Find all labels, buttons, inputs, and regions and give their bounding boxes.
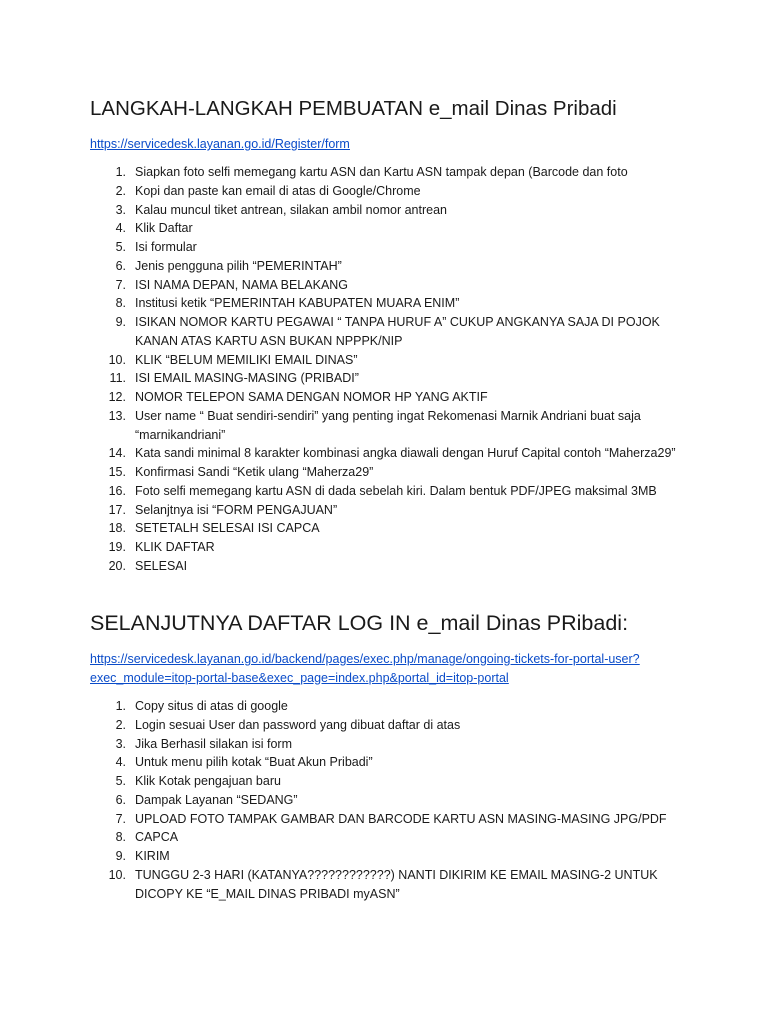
list-item-text: Isi formular (135, 240, 197, 254)
list-item-number: 5. (115, 774, 126, 788)
list-item (90, 163, 690, 182)
list-item-text: Kopi dan paste kan email di atas di Google/Chrome (135, 183, 421, 198)
list-item-text: Jika Berhasil silakan isi form (135, 736, 292, 751)
list-item-number: 4. (115, 221, 126, 236)
list-item-number: 10. (108, 352, 126, 367)
list-item-text: Kata sandi minimal 8 karakter kombinasi angka diawali dengan Huruf Capital contoh “Maherza29” (135, 446, 676, 461)
list-item-number: 9. (115, 849, 126, 863)
list-item-text: NOMOR TELEPON SAMA DENGAN NOMOR HP YANG AKTIF (135, 390, 488, 404)
list-item-text: Untuk menu pilih kotak “Buat Akun Pribadi” (135, 755, 373, 770)
list-item (90, 182, 690, 201)
list-item (90, 810, 690, 829)
list-item-text: TUNGGU 2-3 HARI (KATANYA????????????) NANTI DIKIRIM KE EMAIL MASING-2 UNTUK DICOPY KE “E_MAIL DINAS PRIBADI myASN” (135, 867, 658, 901)
list-item-number: 1. (115, 699, 126, 713)
list-item-text: Dampak Layanan “SEDANG” (135, 792, 298, 807)
list-item (90, 351, 690, 370)
list-item (90, 257, 690, 276)
list-item-number: 20. (108, 558, 126, 573)
list-item-text: KIRIM (135, 849, 170, 863)
list-item (90, 482, 690, 501)
list-item-text: KLIK “BELUM MEMILIKI EMAIL DINAS” (135, 352, 358, 367)
list-item-text: Foto selfi memegang kartu ASN di dada sebelah kiri. Dalam bentuk PDF/JPEG maksimal 3MB (135, 483, 657, 498)
list-item-number: 7. (115, 811, 126, 826)
list-item-number: 13. (108, 408, 126, 423)
list-item (90, 238, 690, 257)
list-item-number: 4. (115, 755, 126, 770)
list-item (90, 519, 690, 538)
list-item-text: Jenis pengguna pilih “PEMERINTAH” (135, 258, 342, 273)
list-item-text: CAPCA (135, 830, 179, 845)
list-item-number: 16. (108, 483, 126, 498)
list-item-text: ISI NAMA DEPAN, NAMA BELAKANG (135, 277, 349, 292)
list-item-text: Selanjtnya isi “FORM PENGAJUAN” (135, 502, 338, 517)
list-item (90, 276, 690, 295)
list-item (90, 772, 690, 791)
list-item-text: Siapkan foto selfi memegang kartu ASN dan Kartu ASN tampak depan (Barcode dan foto (135, 165, 628, 179)
list-item-number: 8. (115, 830, 126, 845)
list-item (90, 866, 690, 904)
portal-link[interactable]: https://servicedesk.layanan.go.id/backend/pages/exec.php/manage/ongoing-tickets-for-portal-user?exec_module=itop-portal-base&exec_page=index.php&portal_id=itop-portal (90, 652, 640, 685)
list-item (90, 313, 690, 351)
list-item-number: 11. (109, 371, 126, 386)
list-item-number: 1. (115, 165, 126, 179)
section2-heading: SELANJUTNYA DAFTAR LOG IN e_mail Dinas PRibadi: (90, 611, 629, 635)
list-item-text: KLIK DAFTAR (135, 540, 215, 554)
register-link-paragraph (90, 135, 690, 154)
list-item-number: 3. (115, 736, 126, 751)
list-item (90, 735, 690, 754)
list-item (90, 501, 690, 520)
list-item-number: 2. (115, 717, 126, 732)
register-link[interactable]: https://servicedesk.layanan.go.id/Register/form (90, 137, 350, 151)
list-item (90, 538, 690, 557)
list-item (90, 444, 690, 463)
list-item-number: 18. (108, 521, 126, 536)
list-item-number: 12. (108, 390, 126, 404)
list-item-number: 8. (115, 296, 126, 311)
list-item-text: SETETALH SELESAI ISI CAPCA (135, 521, 320, 536)
list-item-number: 9. (115, 315, 126, 329)
list-item (90, 407, 690, 445)
list-item-text: Konfirmasi Sandi “Ketik ulang “Maherza29” (135, 465, 374, 479)
list-item (90, 828, 690, 847)
list-item (90, 388, 690, 407)
list-item-text: Login sesuai User dan password yang dibuat daftar di atas (135, 717, 461, 732)
list-item-number: 15. (108, 465, 126, 479)
list-item-text: Klik Daftar (135, 221, 193, 236)
list-item-text: SELESAI (135, 558, 188, 573)
list-item-text: ISIKAN NOMOR KARTU PEGAWAI “ TANPA HURUF A” CUKUP ANGKANYA SAJA DI POJOK KANAN ATAS KARTU ASN BUKAN NPPPK/NIP (135, 315, 660, 348)
registration-steps-list (90, 163, 690, 576)
list-item-number: 14. (108, 446, 126, 461)
list-item (90, 219, 690, 238)
list-item (90, 847, 690, 866)
list-item (90, 716, 690, 735)
list-item-number: 6. (115, 792, 126, 807)
list-item-number: 6. (115, 258, 126, 273)
list-item-text: Institusi ketik “PEMERINTAH KABUPATEN MUARA ENIM” (135, 296, 460, 311)
list-item-text: Copy situs di atas di google (135, 699, 288, 713)
list-item-text: Klik Kotak pengajuan baru (135, 774, 281, 788)
list-item-text: Kalau muncul tiket antrean, silakan ambil nomor antrean (135, 202, 447, 217)
list-item-number: 17. (108, 502, 126, 517)
list-item-number: 2. (115, 183, 126, 198)
list-item-number: 10. (108, 867, 126, 882)
list-item (90, 753, 690, 772)
section1-heading: LANGKAH-LANGKAH PEMBUATAN e_mail Dinas Pribadi (90, 97, 617, 120)
list-item (90, 557, 690, 576)
list-item (90, 463, 690, 482)
list-item-number: 5. (115, 240, 126, 254)
list-item-number: 3. (115, 202, 126, 217)
list-item (90, 791, 690, 810)
list-item-text: UPLOAD FOTO TAMPAK GAMBAR DAN BARCODE KARTU ASN MASING-MASING JPG/PDF (135, 811, 667, 826)
list-item-text: ISI EMAIL MASING-MASING (PRIBADI” (135, 371, 359, 386)
list-item-text: User name “ Buat sendiri-sendiri” yang penting ingat Rekomenasi Marnik Andriani buat saja “marnikandriani” (135, 408, 641, 442)
list-item (90, 294, 690, 313)
list-item (90, 201, 690, 220)
list-item-number: 7. (115, 277, 126, 292)
portal-link-paragraph (90, 650, 690, 687)
list-item (90, 697, 690, 716)
login-steps-list (90, 697, 690, 903)
list-item (90, 369, 690, 388)
list-item-number: 19. (108, 540, 126, 554)
